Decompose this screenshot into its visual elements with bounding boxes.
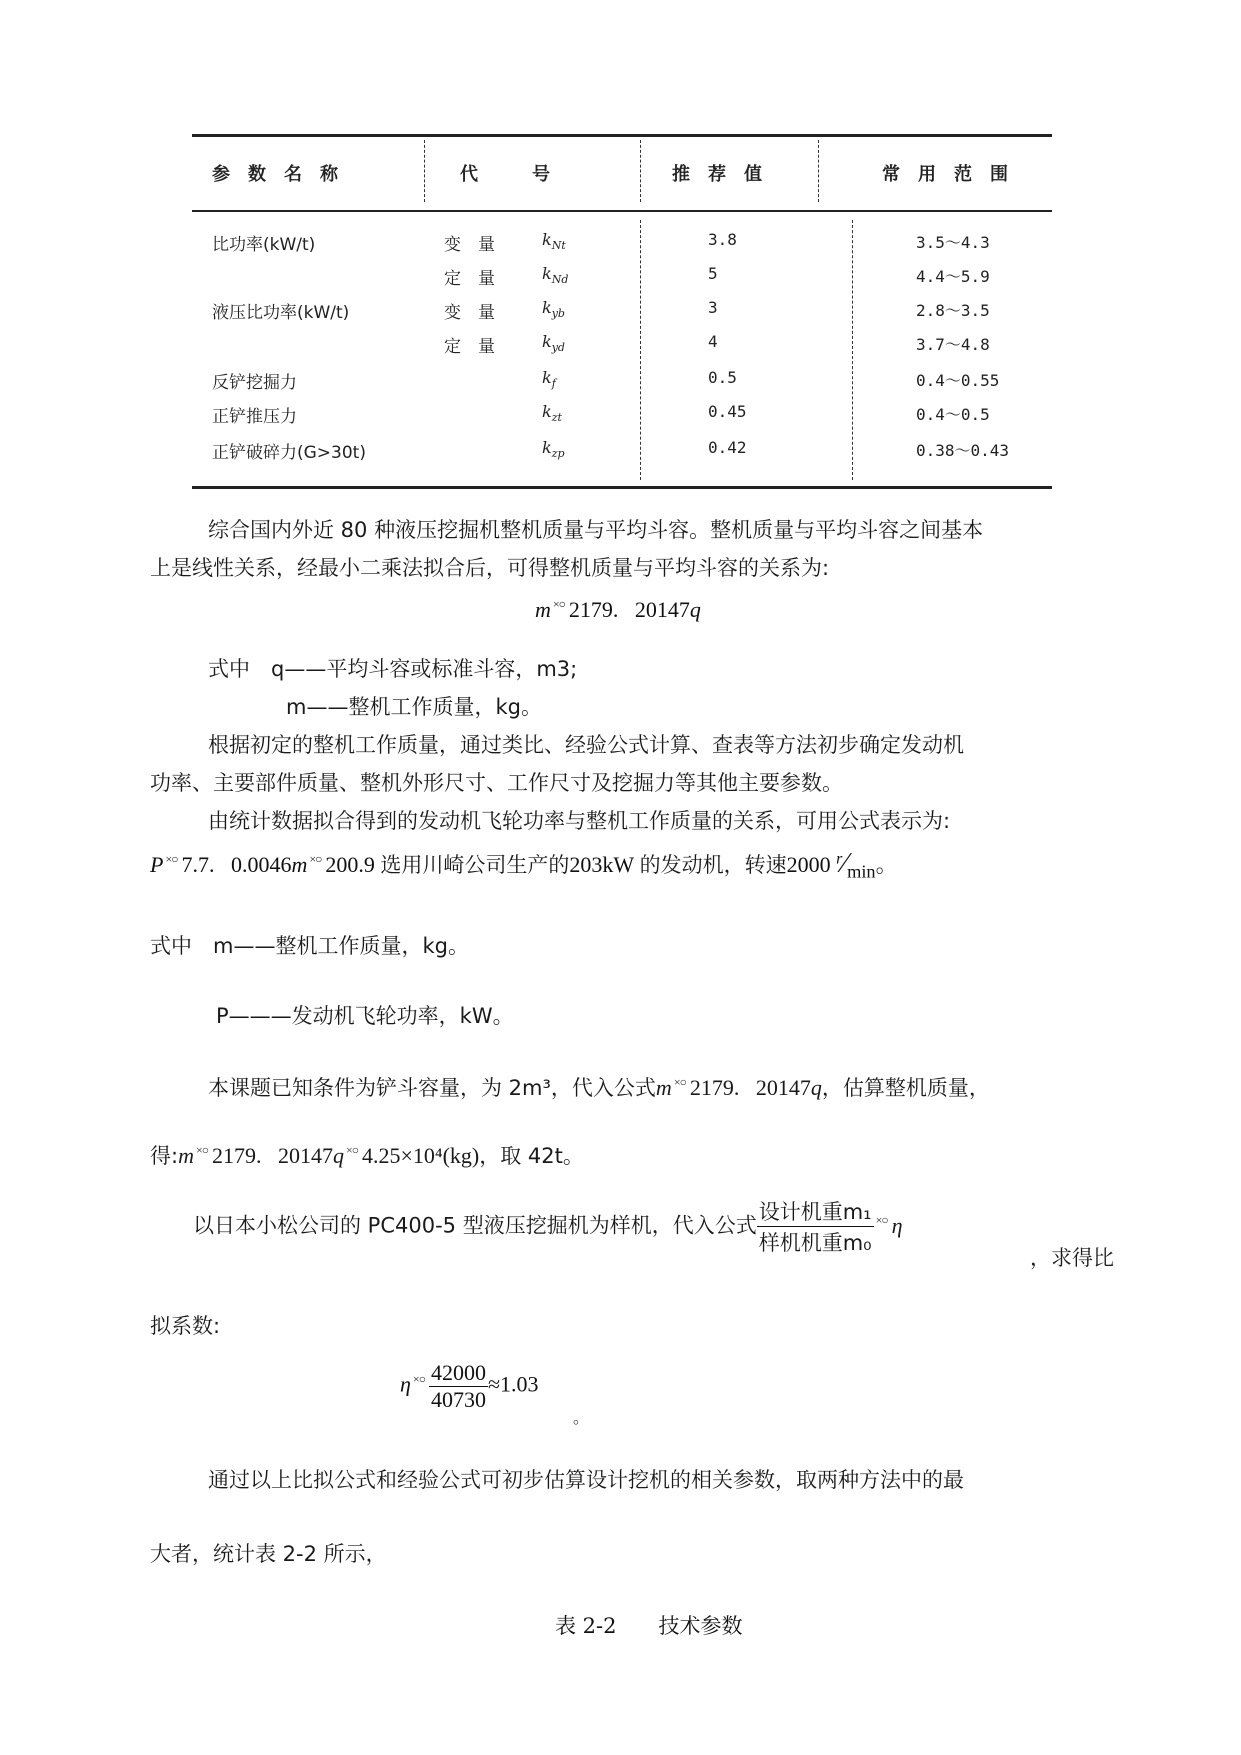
row-symbol: $k_{zp}$ [542, 438, 565, 461]
paragraph-line: 拟系数: [150, 1314, 221, 1338]
header-symbol: 代 号 [460, 164, 550, 185]
header-range: 常 用 范 围 [882, 164, 1008, 185]
paragraph-line: 由统计数据拟合得到的发动机飞轮功率与整机工作质量的关系，可用公式表示为: [208, 809, 951, 833]
header-separator [640, 140, 641, 202]
parameter-table [192, 130, 1062, 498]
row-mode: 定 量 [444, 337, 495, 357]
where-clause: m——整机工作质量，kg。 [286, 695, 542, 719]
table-caption: 表 2-2 技术参数 [555, 1614, 743, 1638]
where-clause: 式中 m——整机工作质量，kg。 [150, 934, 469, 958]
row-symbol: $k_{Nd}$ [542, 264, 569, 287]
row-symbol: $k_f$ [542, 368, 556, 391]
paragraph-line: 根据初定的整机工作质量，通过类比、经验公式计算、查表等方法初步确定发动机 [208, 733, 964, 757]
row-symbol: $k_{zt}$ [542, 402, 562, 425]
paragraph-line: 通过以上比拟公式和经验公式可初步估算设计挖机的相关参数，取两种方法中的最 [208, 1468, 964, 1492]
row-range: 3.7～4.8 [916, 335, 990, 354]
row-value: 0.42 [708, 438, 747, 457]
ratio-fraction: $\frac{\text{设计机重m₁}}{\text{样机机重m₀}}$ [757, 1196, 874, 1257]
paragraph-line: 上是线性关系，经最小二乘法拟合后，可得整机质量与平均斗容的关系为: [150, 556, 830, 580]
row-name: 正铲推压力 [212, 407, 297, 427]
paragraph-line: 功率、主要部件质量、整机外形尺寸、工作尺寸及挖掘力等其他主要参数。 [150, 771, 843, 795]
paragraph-line: 得:m ×○ 2179. 20147q ×○ 4.25×10⁴(kg)，取 42t。 [150, 1143, 584, 1168]
row-symbol: $k_{yd}$ [542, 332, 565, 355]
header-separator [424, 140, 425, 202]
row-value: 5 [708, 264, 718, 283]
header-separator [818, 140, 819, 202]
header-recommended: 推 荐 值 [672, 164, 762, 185]
where-clause: P———发动机飞轮功率，kW。 [216, 1004, 514, 1028]
row-name: 液压比功率(kW/t) [212, 303, 350, 323]
row-mode: 定 量 [444, 269, 495, 289]
equation-end-mark: 。 [573, 1408, 590, 1427]
column-separator [640, 220, 641, 480]
row-value: 0.45 [708, 402, 747, 421]
paragraph-line: 以日本小松公司的 PC400-5 型液压挖掘机为样机，代入公式 $\frac{\text{设计机重m₁}}{\text{样机机重m₀}}$ ×○ η [193, 1196, 903, 1257]
row-value: 4 [708, 332, 718, 351]
equation-eta: η ×○ $\frac{42000}{40730}$ ≈1.03 [400, 1360, 539, 1412]
row-range: 0.4～0.55 [916, 371, 1000, 390]
row-range: 2.8～3.5 [916, 301, 990, 320]
row-value: 3.8 [708, 230, 737, 249]
row-range: 3.5～4.3 [916, 233, 990, 252]
paragraph-line: 大者，统计表 2-2 所示， [150, 1542, 387, 1566]
row-mode: 变 量 [444, 235, 495, 255]
paragraph-line: 综合国内外近 80 种液压挖掘机整机质量与平均斗容。整机质量与平均斗容之间基本 [208, 518, 984, 542]
table-bottom-rule [192, 486, 1052, 489]
table-header-rule [192, 210, 1052, 212]
row-symbol: $k_{Nt}$ [542, 230, 566, 253]
row-symbol: $k_{yb}$ [542, 298, 565, 321]
header-param-name: 参 数 名 称 [212, 164, 338, 185]
row-range: 0.38～0.43 [916, 441, 1010, 460]
row-name: 反铲挖掘力 [212, 373, 297, 393]
paragraph-line: ，求得比 [1030, 1246, 1114, 1270]
row-range: 4.4～5.9 [916, 267, 990, 286]
equation-mass: m ×○ 2179. 20147q [535, 597, 701, 622]
row-name: 比功率(kW/t) [212, 235, 316, 255]
where-clause: 式中 q——平均斗容或标准斗容，m3; [208, 657, 578, 681]
column-separator [852, 220, 853, 480]
paragraph-line: 本课题已知条件为铲斗容量，为 2m³，代入公式m ×○ 2179. 20147q，估算整机质量， [208, 1075, 990, 1100]
row-mode: 变 量 [444, 303, 495, 323]
equation-power: P ×○ 7.7. 0.0046m ×○ 200.9 选用川崎公司生产的203kW 的发动机，转速2000 $^r⁄_{min}$。 [150, 848, 898, 882]
row-range: 0.4～0.5 [916, 405, 990, 424]
table-top-rule [192, 134, 1052, 137]
row-name: 正铲破碎力(G>30t) [212, 443, 366, 463]
row-value: 0.5 [708, 368, 737, 387]
row-value: 3 [708, 298, 718, 317]
